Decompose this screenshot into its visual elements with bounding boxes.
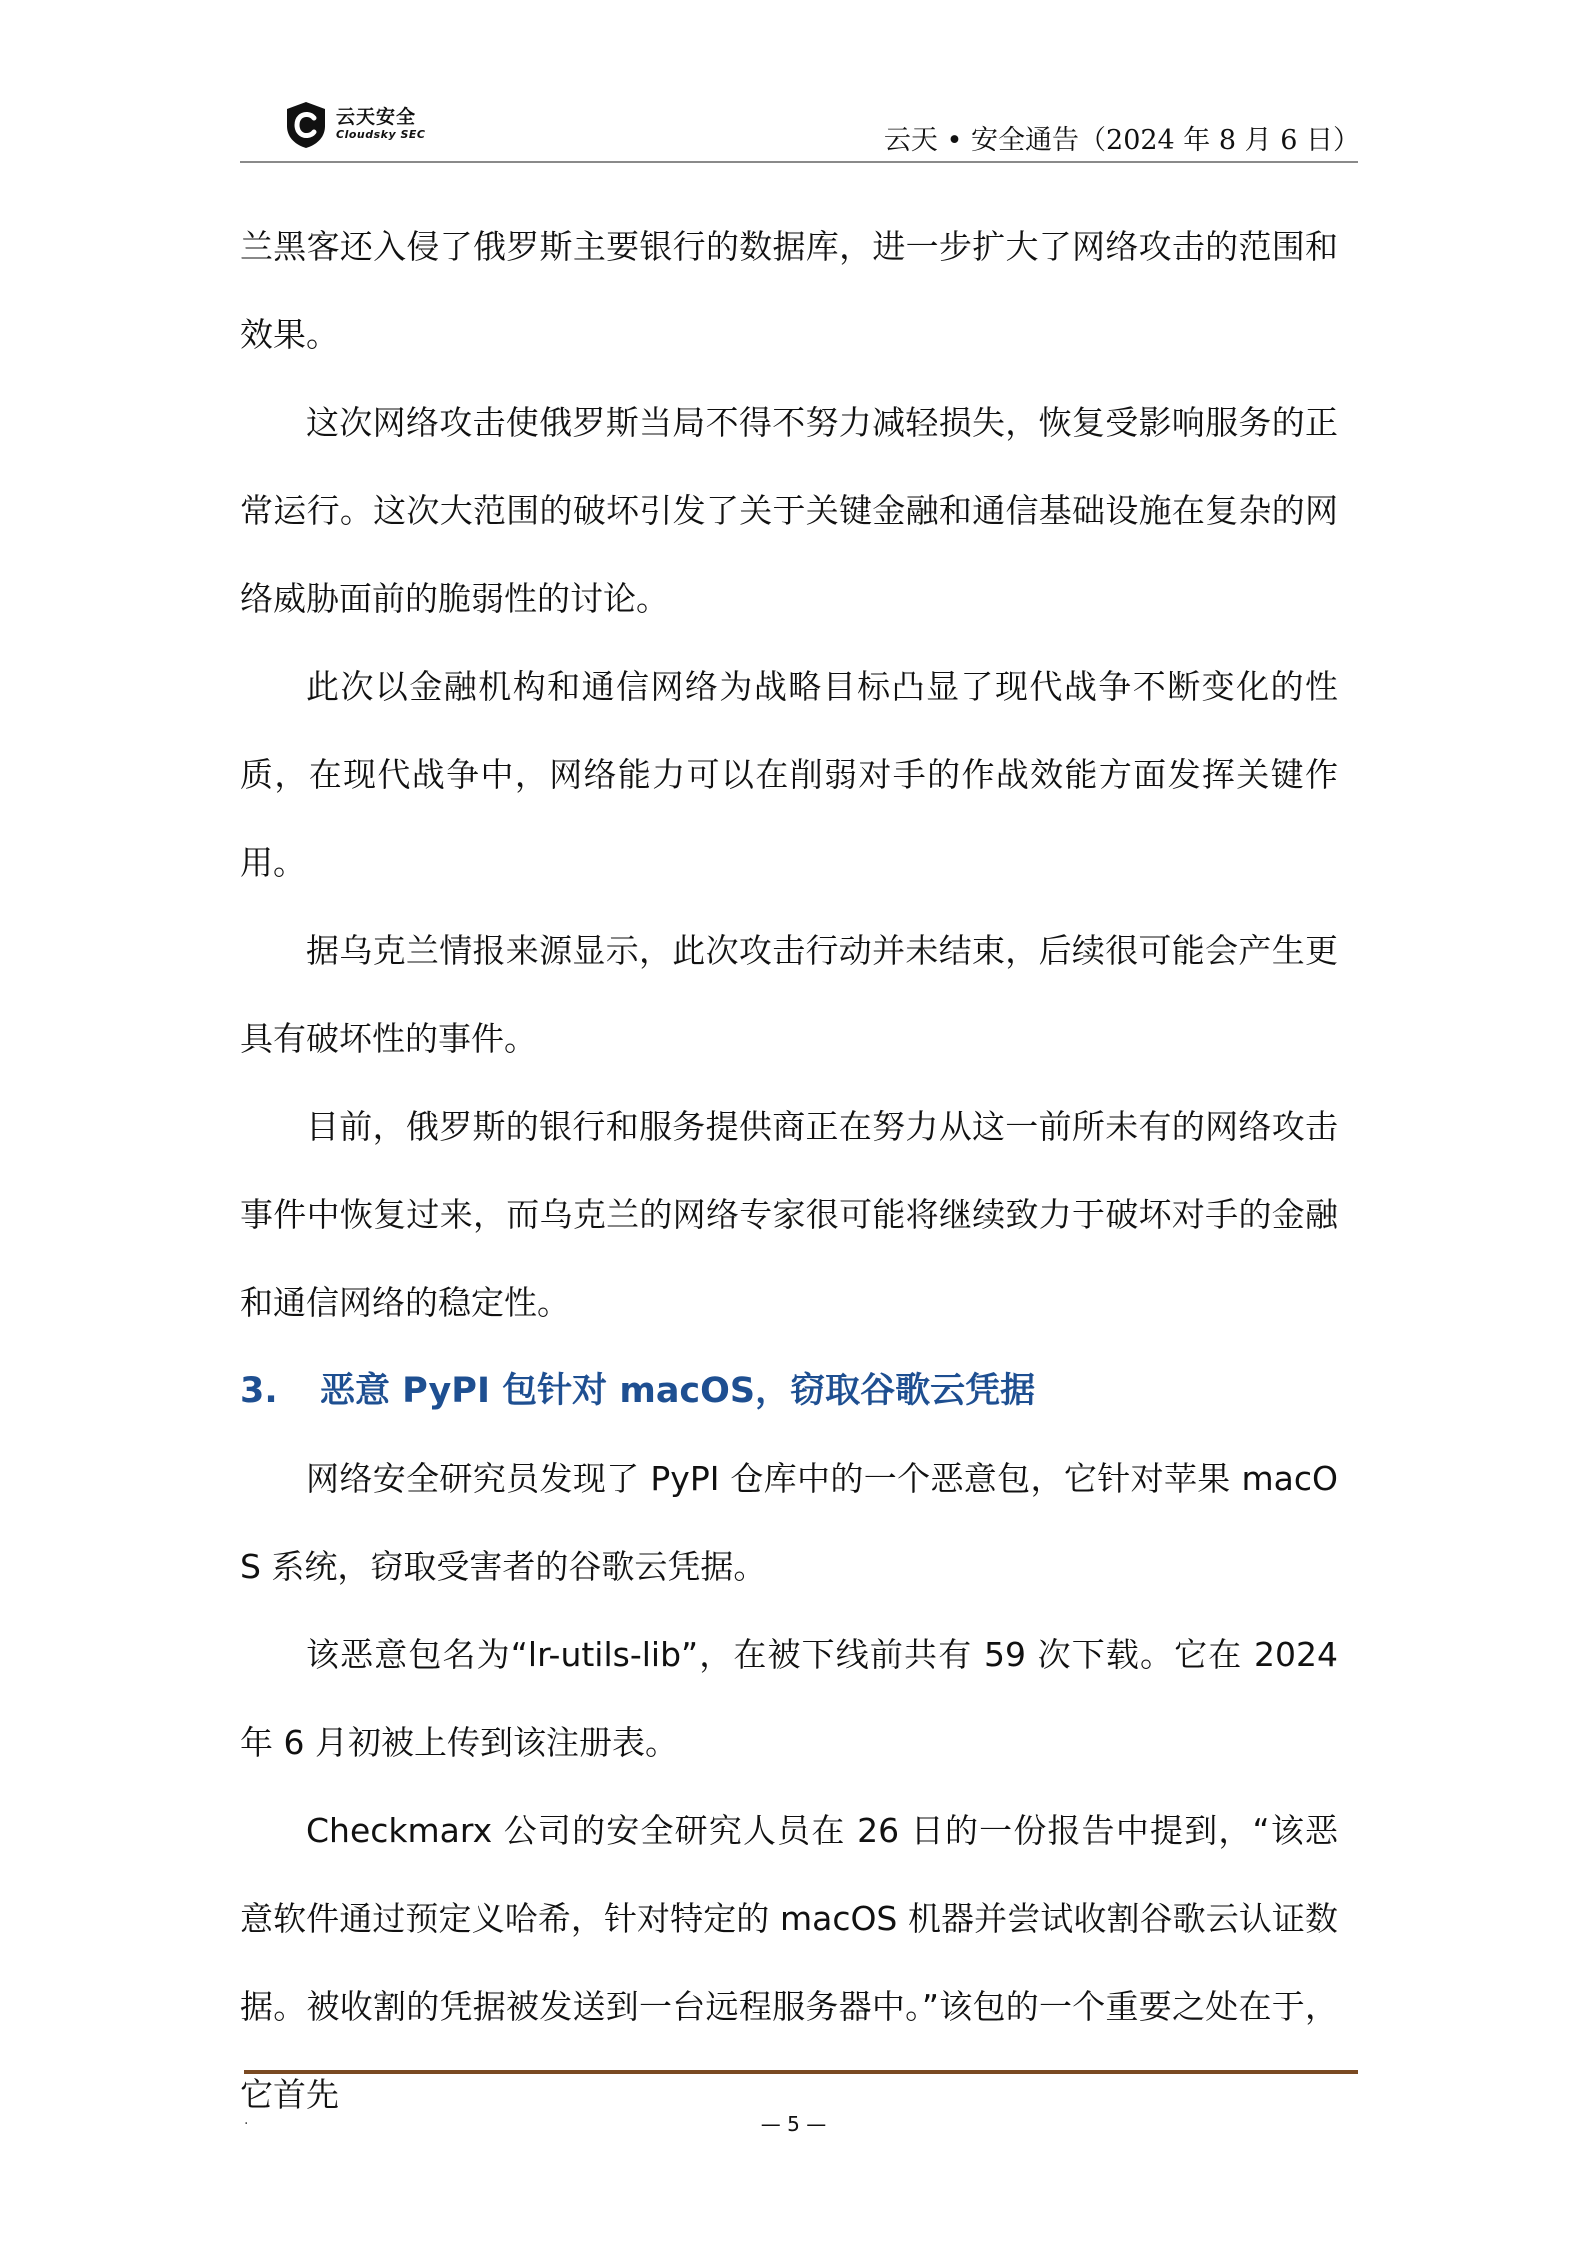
body-paragraph: 兰黑客还入侵了俄罗斯主要银行的数据库，进一步扩大了网络攻击的范围和效果。 [240,227,1338,354]
header-title: 云天 • 安全通告（2024 年 8 月 6 日） [883,125,1360,156]
logo-chinese-name: 云天安全 [336,106,417,128]
document-body [240,203,1338,2139]
company-logo [284,100,484,150]
footer-divider [244,2070,1358,2074]
shield-logo-icon [284,100,328,150]
header-divider [240,161,1358,163]
page-header [240,96,1360,162]
body-paragraph: 该恶意包名为“lr-utils-lib”，在被下线前共有 59 次下载。它在 2024 年 6 月初被上传到该注册表。 [240,1635,1338,1762]
body-paragraph: 据乌克兰情报来源显示，此次攻击行动并未结束，后续很可能会产生更具有破坏性的事件。 [240,931,1338,1058]
body-paragraph: 目前，俄罗斯的银行和服务提供商正在努力从这一前所未有的网络攻击事件中恢复过来，而乌克兰的网络专家很可能将继续致力于破坏对手的金融和通信网络的稳定性。 [240,1107,1338,1322]
section-title: 恶意 PyPI 包针对 macOS，窃取谷歌云凭据 [320,1371,1036,1411]
section-heading [240,1347,1338,1435]
page-number: — 5 — [760,2112,827,2136]
logo-english-name: Cloudsky SEC [336,128,426,141]
section-number: 3. [240,1371,278,1411]
body-paragraph: 网络安全研究员发现了 PyPI 仓库中的一个恶意包，它针对苹果 macOS 系统，窃取受害者的谷歌云凭据。 [240,1459,1338,1586]
body-paragraph: 这次网络攻击使俄罗斯当局不得不努力减轻损失，恢复受影响服务的正常运行。这次大范围的破坏引发了关于关键金融和通信基础设施在复杂的网络威胁面前的脆弱性的讨论。 [240,403,1338,618]
body-paragraph: Checkmarx 公司的安全研究人员在 26 日的一份报告中提到，“该恶意软件通过预定义哈希，针对特定的 macOS 机器并尝试收割谷歌云认证数据。被收割的凭据被发送到一台远程服务器中。”该包的一个重要之处在于，它首先 [240,1811,1338,2114]
body-paragraph: 此次以金融机构和通信网络为战略目标凸显了现代战争不断变化的性质，在现代战争中，网络能力可以在削弱对手的作战效能方面发挥关键作用。 [240,667,1338,882]
footer-mark: . [244,2112,249,2128]
